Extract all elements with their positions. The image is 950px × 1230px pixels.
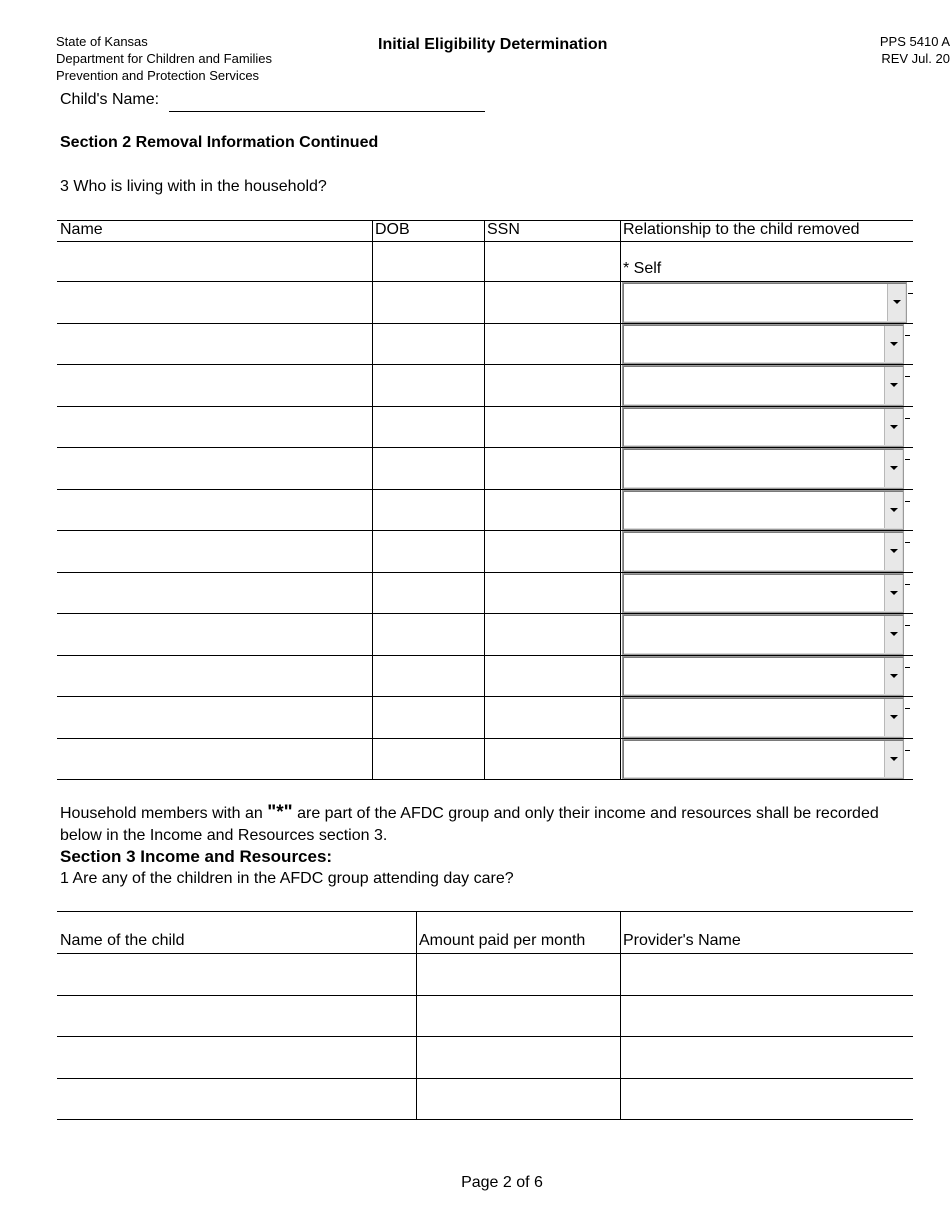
header-provider: Provider's Name xyxy=(623,932,741,949)
header-name: Name xyxy=(60,221,103,238)
table-rule xyxy=(57,1036,913,1037)
table-rule xyxy=(57,1119,913,1120)
chevron-down-icon[interactable] xyxy=(884,367,902,404)
relationship-dropdown[interactable] xyxy=(622,614,904,655)
chevron-down-icon[interactable] xyxy=(887,284,905,321)
section-2-title: Section 2 Removal Information Continued xyxy=(60,134,379,151)
dropdown-edge-mark xyxy=(905,542,910,543)
table-column-rule xyxy=(620,220,621,779)
dropdown-edge-mark xyxy=(905,625,910,626)
header-ssn: SSN xyxy=(487,221,520,238)
table-rule xyxy=(57,911,913,912)
relationship-dropdown[interactable] xyxy=(622,697,904,738)
relationship-dropdown[interactable] xyxy=(622,448,904,489)
afdc-note xyxy=(60,802,920,847)
agency-division: Prevention and Protection Services xyxy=(56,68,260,83)
dropdown-edge-mark xyxy=(905,418,910,419)
dropdown-edge-mark xyxy=(905,667,910,668)
relationship-dropdown[interactable] xyxy=(622,573,904,614)
self-relationship: * Self xyxy=(623,260,662,277)
table-rule xyxy=(57,779,913,780)
dropdown-edge-mark xyxy=(905,459,910,460)
dropdown-edge-mark xyxy=(905,750,910,751)
table-rule xyxy=(57,995,913,996)
page-number: Page 2 of 6 xyxy=(461,1174,543,1191)
dropdown-edge-mark xyxy=(905,708,910,709)
chevron-down-icon[interactable] xyxy=(884,616,902,653)
dropdown-edge-mark xyxy=(905,335,910,336)
dropdown-edge-mark xyxy=(905,376,910,377)
table-column-rule xyxy=(620,911,621,1119)
afdc-note-lead: Household members with an xyxy=(60,805,268,822)
daycare-question: 1 Are any of the children in the AFDC group attending day care? xyxy=(60,870,514,887)
table-rule xyxy=(57,241,913,242)
relationship-dropdown[interactable] xyxy=(622,407,904,448)
child-name-field[interactable] xyxy=(169,111,485,112)
agency-state: State of Kansas xyxy=(56,34,148,49)
relationship-dropdown[interactable] xyxy=(622,739,904,780)
chevron-down-icon[interactable] xyxy=(884,741,902,778)
table-rule xyxy=(57,1078,913,1079)
agency-department: Department for Children and Families xyxy=(56,51,273,66)
dropdown-edge-mark xyxy=(905,584,910,585)
chevron-down-icon[interactable] xyxy=(884,533,902,570)
table-column-rule xyxy=(372,220,373,779)
table-rule xyxy=(57,953,913,954)
afdc-note-rest: are part of the AFDC group and only their income and resources shall be recorded below in the Income and Resources section 3. xyxy=(60,805,879,844)
form-id-block xyxy=(880,33,950,67)
chevron-down-icon[interactable] xyxy=(884,699,902,736)
child-name-label: Child's Name: xyxy=(60,91,160,108)
chevron-down-icon[interactable] xyxy=(884,326,902,363)
afdc-note-star: "*" xyxy=(267,802,293,823)
relationship-dropdown[interactable] xyxy=(622,490,904,531)
agency-block xyxy=(56,33,272,84)
form-number: PPS 5410 A xyxy=(879,34,950,49)
header-amount: Amount paid per month xyxy=(419,932,586,949)
relationship-dropdown[interactable] xyxy=(622,324,904,365)
table-column-rule xyxy=(484,220,485,779)
chevron-down-icon[interactable] xyxy=(884,658,902,695)
table-column-rule xyxy=(416,911,417,1119)
chevron-down-icon[interactable] xyxy=(884,409,902,446)
chevron-down-icon[interactable] xyxy=(884,492,902,529)
relationship-dropdown[interactable] xyxy=(622,365,904,406)
form-revision: REV Jul. 20 xyxy=(881,51,950,66)
header-relationship: Relationship to the child removed xyxy=(623,221,860,238)
chevron-down-icon[interactable] xyxy=(884,450,902,487)
header-child-name: Name of the child xyxy=(60,932,185,949)
relationship-dropdown[interactable] xyxy=(622,656,904,697)
header-dob: DOB xyxy=(375,221,410,238)
dropdown-edge-mark xyxy=(905,501,910,502)
household-question: 3 Who is living with in the household? xyxy=(60,178,327,195)
relationship-dropdown[interactable] xyxy=(622,282,907,323)
chevron-down-icon[interactable] xyxy=(884,575,902,612)
section-3-title: Section 3 Income and Resources: xyxy=(60,847,333,866)
relationship-dropdown[interactable] xyxy=(622,531,904,572)
dropdown-edge-mark xyxy=(908,293,913,294)
form-title: Initial Eligibility Determination xyxy=(378,36,608,53)
